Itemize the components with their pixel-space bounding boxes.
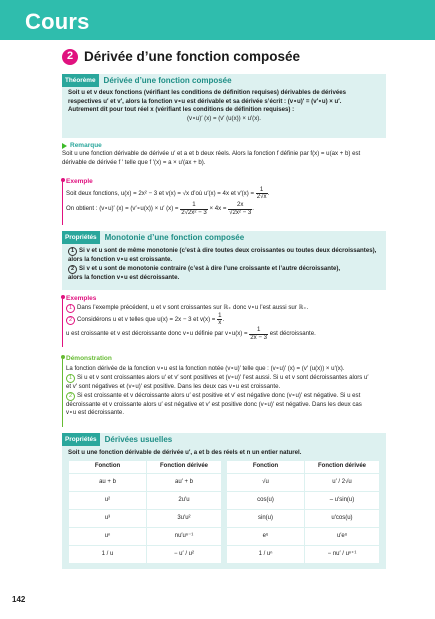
examples-line1: 1 Dans l’exemple précédent, u et v sont croissantes sur ℝ₊ donc v∘u l’est aussi sur ℝ₊.: [66, 304, 390, 313]
table-row: √u u′ / 2√u: [227, 473, 380, 491]
table-row: cos(u) – u′sin(u): [227, 491, 380, 509]
monotony-item2: 2 Si v et u sont de monotonie contraire (c’est à dire l’une croissante et l’autre décroissante),: [62, 265, 386, 274]
column-header: Fonction dérivée: [305, 460, 380, 473]
remark: [62, 141, 392, 168]
example-title: Exemple: [66, 178, 93, 185]
example-line2-text: On obtient : (v∘u)′ (x) = (v′∘u(x)) × u′ (x) =: [66, 205, 179, 213]
table-row: au + b au′ + b: [69, 473, 222, 491]
usual-derivatives-intro: Soit u une fonction dérivable de dérivée u′, a et b des réels et n un entier naturel.: [68, 449, 302, 457]
table-row: 1 / uⁿ − nu′ / uⁿ⁺¹: [227, 545, 380, 563]
monotony-item2b: alors la fonction v∘u est décroissante.: [68, 273, 180, 281]
column-header: Fonction: [227, 460, 305, 473]
table-row: u³ 3u′u²: [69, 509, 222, 527]
remark-line1: Soit u une fonction dérivable de dérivée u′ et a et b deux réels. Alors la fonction f définie par f(x) = u(ax + b) est: [62, 150, 361, 158]
circled-number: 1: [66, 374, 75, 383]
circled-number: 2: [66, 392, 75, 401]
fraction: $\frac{1}{\text{2√2x² − 3}}$: [181, 201, 207, 216]
demonstration-dot: [61, 355, 65, 359]
demonstration-line2: 1 Si u et v sont croissantes alors u′ et v′ sont positives et (v∘u)′ l’est aussi. Si u et v sont décroissantes alors u′: [66, 374, 390, 383]
table-row: u² 2u′u: [69, 491, 222, 509]
examples-title: Exemples: [66, 295, 97, 302]
theorem-tag: Théorème: [62, 74, 99, 87]
properties-tag: Propriétés: [62, 433, 100, 446]
monotony-item1: 1 Si v et u sont de même monotonie (c’est à dire toutes deux croissantes ou toutes deux décroissantes),: [62, 247, 386, 256]
examples-dot: [61, 295, 65, 299]
theorem-line3: Autrement dit pour tout réel x (vérifiant les conditions de définition requises) :: [68, 106, 295, 114]
circled-number: 2: [68, 265, 77, 274]
example-dot: [61, 178, 65, 182]
demonstration-rule: [62, 357, 63, 427]
example-line1-text: Soit deux fonctions, u(x) = 2x² − 3 et v(x) = √x d’où u′(x) = 4x et v′(x) =: [66, 190, 255, 198]
demonstration-line6: v∘u est décroissante.: [66, 409, 125, 417]
theorem-box: [62, 74, 386, 138]
derivatives-table-right: [226, 460, 380, 564]
table-row: eᵘ u′eᵘ: [227, 527, 380, 545]
circled-number: 1: [68, 247, 77, 256]
usual-derivatives-box: [62, 433, 386, 569]
column-header: Fonction: [69, 460, 147, 473]
section-heading: [62, 47, 300, 66]
properties-title: Monotonie d’une fonction composée: [104, 232, 245, 242]
remark-title: Remarque: [70, 142, 102, 149]
section-title: Dérivée d’une fonction composée: [84, 49, 301, 64]
demonstration-line3: et v′ sont négatives et (v∘u)′ est positive. Dans les deux cas v∘u est croissante.: [66, 382, 281, 390]
page-number: 142: [12, 595, 26, 604]
monotony-box: [62, 231, 386, 290]
theorem-title: Dérivée d’une fonction composée: [103, 75, 232, 85]
demonstration-line1: La fonction dérivée de la fonction v∘u est la fonction notée (v∘u)′ telle que : (v∘u)′ (x) = (v′ (u(x)) × u′(x).: [66, 365, 345, 373]
example-line2-mid: × 4x =: [209, 205, 227, 213]
examples-block: [66, 294, 390, 341]
properties-title: Dérivées usuelles: [104, 434, 173, 444]
examples-rule: [62, 297, 63, 347]
fraction: $\frac{1}{x}$: [218, 312, 222, 327]
triangle-icon: [62, 143, 67, 149]
demonstration-title: Démonstration: [66, 355, 112, 362]
demonstration-block: [66, 354, 390, 418]
example-line1: Soit deux fonctions, u(x) = 2x² − 3 et v(x) = √x d’où u′(x) = 4x et v′(x) = $\frac{1}{2√x}$ .: [66, 186, 270, 201]
derivatives-tables: [62, 458, 386, 564]
examples-line2: 2 Considérons u et v telles que u(x) = 2x − 3 et v(x) = $\frac{1}{x}$ .: [66, 313, 390, 326]
fraction: $\frac{2x}{\text{√2x² − 3}}$: [229, 201, 252, 216]
theorem-line2: respectives u′ et v′, alors la fonction v∘u est dérivable et sa dérivée s’écrit : (v∘u)′ = (v′∘u) × u′.: [68, 97, 342, 105]
chapter-label: Cours: [25, 9, 90, 34]
examples-line3: u est croissante et v est décroissante donc v∘u définie par v∘u(x) = $\frac{1}{2x - 3}$ est décroissante.: [66, 326, 316, 341]
properties-tag: Propriétés: [62, 231, 100, 244]
fraction: $\frac{1}{2√x}$: [256, 186, 267, 201]
monotony-item1b: alors la fonction v∘u est croissante.: [68, 256, 173, 264]
theorem-line1: Soit u et v deux fonctions (vérifiant les conditions de définition requises) dérivables de dérivées: [68, 89, 347, 97]
example-rule: [62, 180, 63, 225]
demonstration-line5: décroissante et v croissante alors u′ est négative et v′ est positive donc (v∘u)′ est négative. Dans les deux cas: [66, 400, 362, 408]
derivatives-table-left: [68, 460, 222, 564]
example-block: [66, 177, 390, 216]
remark-heading: [62, 141, 392, 150]
section-number: 2: [62, 49, 78, 65]
remark-line2: dérivable de dérivée f ′ telle que f ′(x) = a × u′(ax + b).: [62, 158, 206, 166]
column-header: Fonction dérivée: [147, 460, 222, 473]
fraction: $\frac{1}{2x - 3}$: [250, 326, 268, 341]
circled-number: 1: [66, 304, 75, 313]
circled-number: 2: [66, 316, 75, 325]
theorem-formula: (v∘u)′ (x) = (v′ (u(x)) × u′(x).: [187, 115, 261, 123]
demonstration-line4: 2 Si est croissante et v décroissante alors u′ est positive et v′ est négative donc (v∘u)′ est négative. Si u est: [66, 392, 390, 401]
table-row: sin(u) u′cos(u): [227, 509, 380, 527]
table-row: uⁿ nu′uⁿ⁻¹: [69, 527, 222, 545]
example-line2: On obtient : (v∘u)′ (x) = (v′∘u(x)) × u′ (x) = $\frac{1}{\text{2√2x² − 3}}$ × 4x = $\frac{2x}{\text{√2x² − 3}}$ .: [66, 201, 254, 216]
table-row: 1 / u − u′ / u²: [69, 545, 222, 563]
